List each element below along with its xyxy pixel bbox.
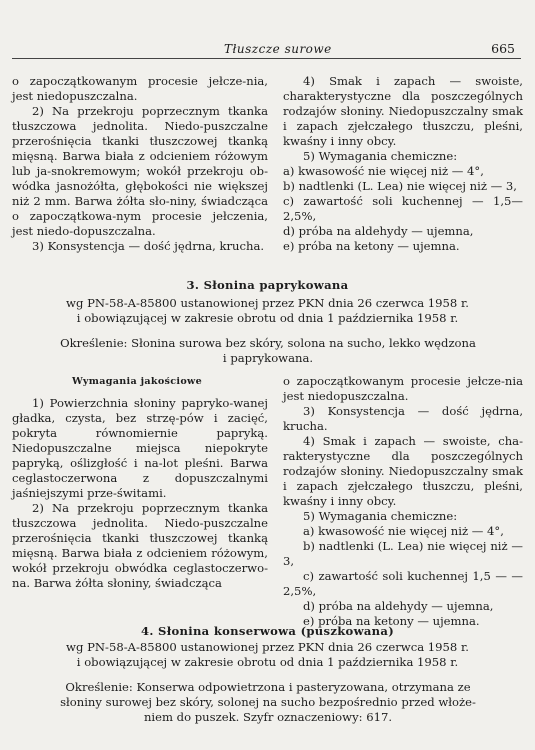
list-item: c) zawartość soli kuchennej 1,5 — —2,5%, [283,569,523,598]
list-item: a) kwasowość nie więcej niż — 4°, [303,524,504,538]
section-4-definition [18,680,518,725]
list-item: b) nadtlenki (L. Lea) nie więcej niż — 3, [283,539,523,568]
top-left-column [12,74,268,254]
standard-line: i obowiązującej w zakresie obrotu od dnia 1 października 1958 r. [76,655,459,669]
standard-line: wg PN-58-A-85800 ustanowionej przez PKN dnia 26 czerwca 1958 r. [66,640,469,654]
paragraph: 4) Smak i zapach — swoiste, charakterystyczne dla poszczególnych rodzajów słoniny. Niedopuszczalny smak i zapach zjełczałego tłuszczu, pleśni, kwaśny i inny obcy. [283,74,523,148]
list-item: b) nadtlenki (L. Lea) nie więcej niż — 3, [283,179,517,193]
list-item: d) próba na aldehydy — ujemna, [303,599,494,613]
definition-line: Określenie: Słonina surowa bez skóry, solona na sucho, lekko wędzona [60,336,476,350]
paragraph: 4) Smak i zapach — swoiste, cha-rakterystyczne dla poszczególnych rodzajów słoniny. Niedopuszczalny smak i zapach zjełczałego tłuszczu, pleśni, kwaśny i inny obcy. [283,434,523,508]
paragraph: 3) Konsystencja — dość jędrna, krucha. [283,404,523,433]
paragraph: o zapoczątkowanym procesie jełcze-nia, jest niedopuszczalna. [12,74,268,103]
paragraph: 5) Wymagania chemiczne: [303,149,458,163]
definition-line: niem do puszek. Szyfr oznaczeniowy: 617. [143,710,393,724]
list-item: e) próba na ketony — ujemna. [303,614,480,628]
section-3-title: 3. Słonina paprykowana [186,278,349,292]
section-3-standard [0,296,535,326]
running-header [12,40,521,59]
paragraph: 2) Na przekroju poprzecznym tkanka tłuszczowa jednolita. Niedo-puszczalne przerośnięcia tkanki tłuszczowej tkanką mięsną. Barwa biała z odcieniem różowym lub ja-snokremowym; wokół przekroju ob-wódka jasnożółta, głębokości nie większej niż 2 mm. Barwa żółta sło-niny, świadcząca o zapoczątkowa-nym procesie jełczenia, jest niedo-dopuszczalna. [12,104,268,238]
paragraph: 3) Konsystencja — dość jędrna, krucha. [32,239,265,253]
standard-line: i obowiązującej w zakresie obrotu od dnia 1 października 1958 r. [76,311,459,325]
paragraph: 1) Powierzchnia słoniny papryko-wanej gładka, czysta, bez strzę-pów i zacięć, pokryta równomiernie papryką. Niedopuszczalne miejsca niepokryte papryką, oślizgłość i na-lot pleśni. Barwa ceglastoczerwona z dopuszczalnymi jaśniejszymi prze-świtami. [12,396,268,500]
section-3-definition [18,336,518,366]
section-3-right-column [283,374,523,629]
list-item: d) próba na aldehydy — ujemna, [283,224,474,238]
list-item: c) zawartość soli kuchennej — 1,5—2,5%, [283,194,523,223]
standard-line: wg PN-58-A-85800 ustanowionej przez PKN dnia 26 czerwca 1958 r. [66,296,469,310]
section-3-left-column [12,396,268,591]
definition-line: i paprykowana. [222,351,314,365]
section-4-standard [0,640,535,670]
list-item: e) próba na ketony — ujemna. [283,239,460,253]
paragraph: o zapoczątkowanym procesie jełcze-nia jest niedopuszczalna. [283,374,523,403]
list-item: a) kwasowość nie więcej niż — 4°, [283,164,484,178]
definition-line: Określenie: Konserwa odpowietrzona i pasteryzowana, otrzymana ze [65,680,471,694]
top-right-column [283,74,523,254]
section-4-title: 4. Słonina konserwowa (puszkowana) [141,624,394,638]
paragraph: 5) Wymagania chemiczne: [303,509,458,523]
page-number: 665 [491,41,515,56]
header-title: Tłuszcze surowe [224,42,332,56]
requirements-heading: Wymagania jakościowe [72,376,202,387]
paragraph: 2) Na przekroju poprzecznym tkanka tłuszczowa jednolita. Niedo-puszczalne przerośnięcia tkanki tłuszczowej tkanką mięsną. Barwa biała z odcieniem różowym, wokół przekroju obwódka ceglastoczerwo-na. Barwa żółta słoniny, świadcząca [12,501,268,590]
definition-line: słoniny surowej bez skóry, solonej na sucho bezpośrednio przed włoże- [60,695,476,709]
